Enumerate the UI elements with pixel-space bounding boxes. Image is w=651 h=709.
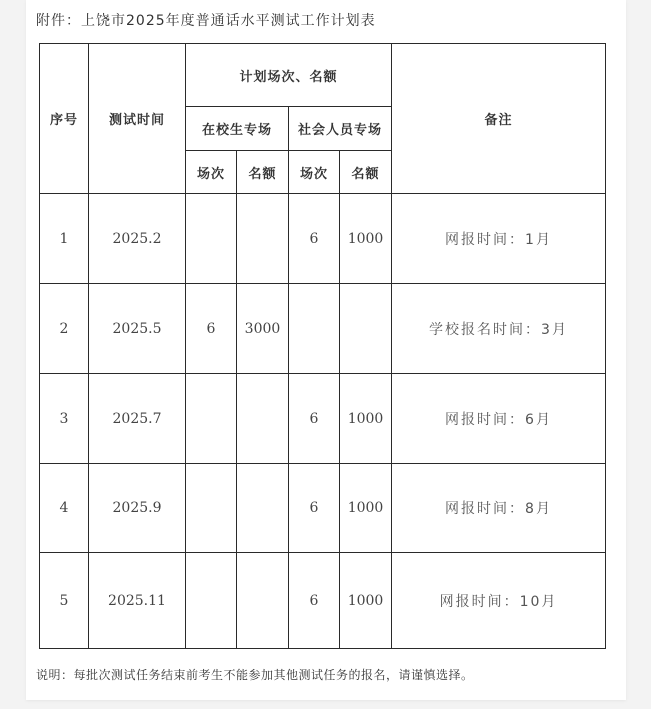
cell-social-quota: 1000 <box>340 194 392 284</box>
table-row <box>40 374 606 464</box>
header-school: 在校生专场 <box>186 107 289 151</box>
page-title: 附件：上饶市2025年度普通话水平测试工作计划表 <box>36 13 376 29</box>
cell-school-quota <box>237 464 289 553</box>
cell-seq: 1 <box>40 194 89 284</box>
cell-seq: 5 <box>40 553 89 649</box>
header-social-quota: 名额 <box>340 151 392 194</box>
cell-social-quota: 1000 <box>340 553 392 649</box>
cell-social-sessions: 6 <box>289 194 340 284</box>
header-time: 测试时间 <box>89 44 186 194</box>
header-remark: 备注 <box>392 44 606 194</box>
cell-school-sessions <box>186 464 237 553</box>
cell-school-quota <box>237 553 289 649</box>
cell-time: 2025.11 <box>89 553 186 649</box>
table-row <box>40 194 606 284</box>
cell-social-sessions: 6 <box>289 374 340 464</box>
cell-school-sessions: 6 <box>186 284 237 374</box>
header-school-quota: 名额 <box>237 151 289 194</box>
cell-seq: 2 <box>40 284 89 374</box>
header-social: 社会人员专场 <box>289 107 392 151</box>
cell-seq: 4 <box>40 464 89 553</box>
cell-time: 2025.5 <box>89 284 186 374</box>
cell-remark: 网报时间：6月 <box>392 374 606 464</box>
cell-social-sessions: 6 <box>289 464 340 553</box>
footnote: 说明：每批次测试任务结束前考生不能参加其他测试任务的报名，请谨慎选择。 <box>36 668 474 682</box>
table-row <box>40 464 606 553</box>
cell-social-sessions: 6 <box>289 553 340 649</box>
plan-table <box>39 43 606 649</box>
cell-time: 2025.7 <box>89 374 186 464</box>
cell-remark: 网报时间：10月 <box>392 553 606 649</box>
cell-social-quota: 1000 <box>340 374 392 464</box>
header-seq: 序号 <box>40 44 89 194</box>
cell-social-quota <box>340 284 392 374</box>
cell-time: 2025.9 <box>89 464 186 553</box>
header-school-sessions: 场次 <box>186 151 237 194</box>
cell-school-quota: 3000 <box>237 284 289 374</box>
cell-social-quota: 1000 <box>340 464 392 553</box>
table-row <box>40 284 606 374</box>
table-row <box>40 553 606 649</box>
header-social-sessions: 场次 <box>289 151 340 194</box>
cell-school-sessions <box>186 194 237 284</box>
cell-school-quota <box>237 194 289 284</box>
cell-school-quota <box>237 374 289 464</box>
cell-social-sessions <box>289 284 340 374</box>
cell-remark: 网报时间：1月 <box>392 194 606 284</box>
cell-remark: 学校报名时间：3月 <box>392 284 606 374</box>
cell-time: 2025.2 <box>89 194 186 284</box>
cell-remark: 网报时间：8月 <box>392 464 606 553</box>
cell-school-sessions <box>186 553 237 649</box>
cell-school-sessions <box>186 374 237 464</box>
header-plan: 计划场次、名额 <box>186 44 392 107</box>
cell-seq: 3 <box>40 374 89 464</box>
